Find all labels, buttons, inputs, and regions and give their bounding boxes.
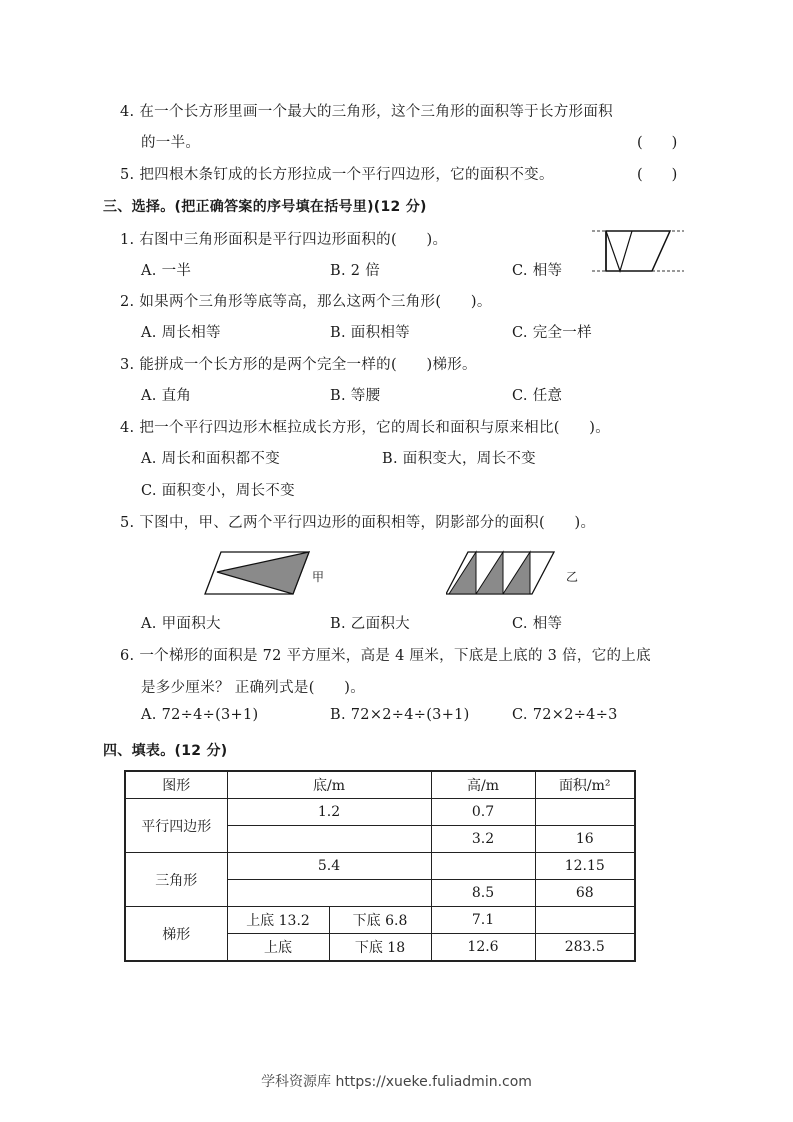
table-row (125, 799, 635, 826)
q2-stem: 2. 如果两个三角形等底等高，那么这两个三角形( )。 (120, 294, 492, 310)
cell-area-blank[interactable] (535, 907, 635, 934)
judge-q4-line2: 的一半。 (141, 135, 201, 151)
q1-option-b[interactable]: B. 2 倍 (330, 263, 381, 279)
q2-option-b[interactable]: B. 面积相等 (330, 325, 410, 341)
q6-stem-line1: 6. 一个梯形的面积是 72 平方厘米，高是 4 厘米，下底是上底的 3 倍，它的上底 (120, 648, 651, 664)
fill-table (124, 770, 636, 962)
header-area: 面积/m² (535, 771, 635, 799)
q6-option-c[interactable]: C. 72×2÷4÷3 (512, 707, 618, 723)
label-jia: 甲 (312, 570, 325, 584)
q4-option-c[interactable]: C. 面积变小，周长不变 (141, 483, 295, 499)
cell-base-blank[interactable] (227, 880, 431, 907)
q5-option-a[interactable]: A. 甲面积大 (141, 616, 221, 632)
cell-bottom-base: 下底 18 (329, 934, 431, 962)
cell-height: 8.5 (431, 880, 535, 907)
cell-bottom-base: 下底 6.8 (329, 907, 431, 934)
cell-area: 68 (535, 880, 635, 907)
header-base: 底/m (227, 771, 431, 799)
cell-height: 3.2 (431, 826, 535, 853)
judge-q4-line1: 4. 在一个长方形里画一个最大的三角形，这个三角形的面积等于长方形面积 (120, 104, 613, 120)
table-row (125, 907, 635, 934)
figure-jia (203, 548, 313, 598)
judge-q5-blank[interactable]: ( ) (637, 167, 678, 183)
section3-title: 三、选择。(把正确答案的序号填在括号里)(12 分) (103, 199, 427, 215)
judge-q5: 5. 把四根木条钉成的长方形拉成一个平行四边形，它的面积不变。 (120, 167, 554, 183)
section4-title: 四、填表。(12 分) (103, 743, 228, 759)
header-shape: 图形 (125, 771, 227, 799)
cell-top-base: 上底 13.2 (227, 907, 329, 934)
header-height: 高/m (431, 771, 535, 799)
table-row (125, 853, 635, 880)
q1-parallelogram-figure (592, 226, 684, 276)
cell-area: 283.5 (535, 934, 635, 962)
shape-triangle: 三角形 (125, 853, 227, 907)
q3-option-a[interactable]: A. 直角 (141, 388, 192, 404)
q5-stem: 5. 下图中，甲、乙两个平行四边形的面积相等，阴影部分的面积( )。 (120, 515, 596, 531)
shape-parallelogram: 平行四边形 (125, 799, 227, 853)
cell-height: 7.1 (431, 907, 535, 934)
q4-option-b[interactable]: B. 面积变大，周长不变 (382, 451, 536, 467)
q5-option-b[interactable]: B. 乙面积大 (330, 616, 410, 632)
figure-yi (446, 548, 558, 598)
q1-option-a[interactable]: A. 一半 (141, 263, 192, 279)
label-yi: 乙 (566, 570, 579, 584)
cell-area-blank[interactable] (535, 799, 635, 826)
cell-area: 12.15 (535, 853, 635, 880)
cell-base-blank[interactable] (227, 826, 431, 853)
q6-option-b[interactable]: B. 72×2÷4÷(3+1) (330, 707, 470, 723)
cell-area: 16 (535, 826, 635, 853)
q5-option-c[interactable]: C. 相等 (512, 616, 563, 632)
q1-stem: 1. 右图中三角形面积是平行四边形面积的( )。 (120, 232, 448, 248)
q6-option-a[interactable]: A. 72÷4÷(3+1) (141, 707, 259, 723)
cell-top-base-blank[interactable]: 上底 (227, 934, 329, 962)
table-header-row (125, 771, 635, 799)
cell-height: 12.6 (431, 934, 535, 962)
judge-q4-blank[interactable]: ( ) (637, 135, 678, 151)
cell-height: 0.7 (431, 799, 535, 826)
cell-height-blank[interactable] (431, 853, 535, 880)
q2-option-c[interactable]: C. 完全一样 (512, 325, 592, 341)
footer-watermark: 学科资源库 https://xueke.fuliadmin.com (261, 1074, 532, 1090)
cell-base: 1.2 (227, 799, 431, 826)
q3-option-c[interactable]: C. 任意 (512, 388, 563, 404)
q3-stem: 3. 能拼成一个长方形的是两个完全一样的( )梯形。 (120, 357, 477, 373)
cell-base: 5.4 (227, 853, 431, 880)
q6-stem-line2: 是多少厘米？ 正确列式是( )。 (141, 680, 366, 696)
q2-option-a[interactable]: A. 周长相等 (141, 325, 221, 341)
q4-option-a[interactable]: A. 周长和面积都不变 (141, 451, 280, 467)
q4-stem: 4. 把一个平行四边形木框拉成长方形，它的周长和面积与原来相比( )。 (120, 420, 611, 436)
q3-option-b[interactable]: B. 等腰 (330, 388, 381, 404)
q1-option-c[interactable]: C. 相等 (512, 263, 563, 279)
shape-trapezoid: 梯形 (125, 907, 227, 962)
